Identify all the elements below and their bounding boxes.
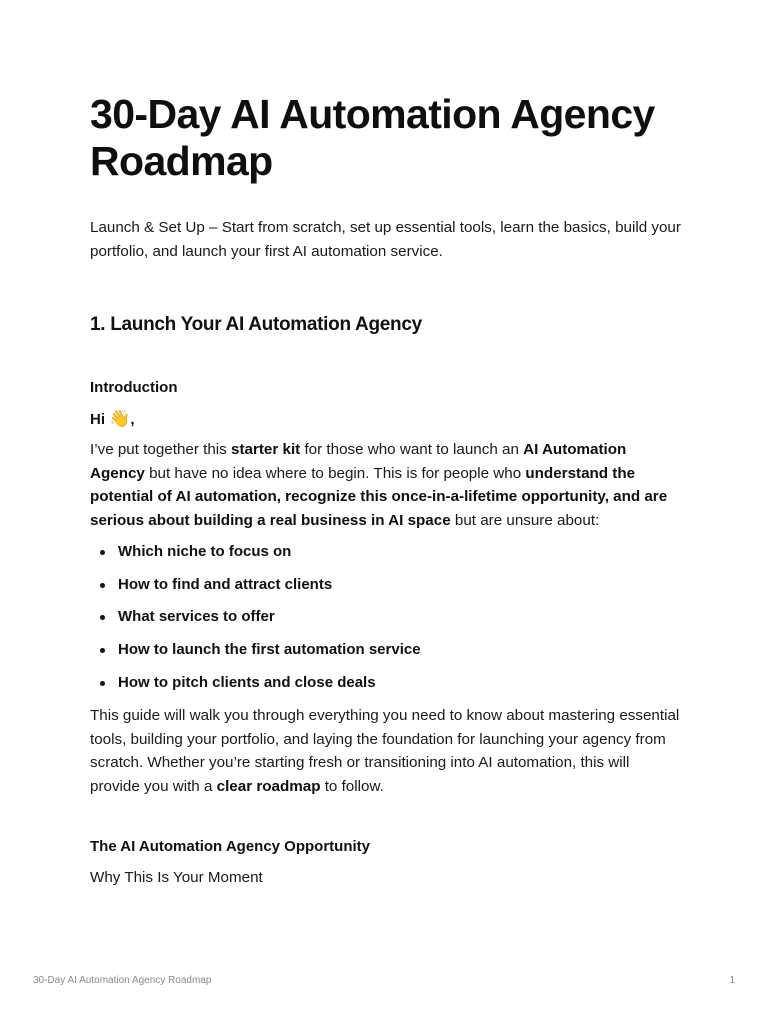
introduction-heading: Introduction bbox=[90, 379, 178, 396]
waving-hand-icon: 👋 bbox=[109, 409, 131, 428]
opportunity-subline: Why This Is Your Moment bbox=[90, 869, 263, 886]
list-item-text: How to find and attract clients bbox=[118, 575, 333, 593]
greeting-text: Hi bbox=[90, 411, 105, 428]
section-heading: 1. Launch Your AI Automation Agency bbox=[90, 314, 422, 335]
intro-text-3: but have no idea where to begin. This is for people who bbox=[144, 464, 526, 482]
document-subtitle: Launch & Set Up – Start from scratch, set up essential tools, learn the basics, build your portfolio, and launch your first AI automation service. bbox=[90, 219, 681, 260]
list-item bbox=[90, 573, 421, 606]
list-item bbox=[90, 540, 421, 573]
list-item-text: Which niche to focus on bbox=[118, 543, 292, 560]
intro-bold-3: understand the potential of AI automation, recognize this once-in-a-lifetime opportunity, and are serious about building a real business in AI space bbox=[90, 464, 668, 529]
guide-text-1: This guide will walk you through everything you need to know about mastering essential tools, building your portfolio, and laying the foundation for launching your agency from scratch. Whether you’re starting fresh or transitioning into AI automation, this will provide you with a bbox=[90, 707, 680, 795]
guide-bold-1: clear roadmap bbox=[216, 777, 321, 795]
list-item-text: How to pitch clients and close deals bbox=[118, 673, 376, 691]
list-item-text: How to launch the first automation service bbox=[118, 641, 421, 659]
opportunity-heading: The AI Automation Agency Opportunity bbox=[90, 838, 370, 855]
bullet-icon bbox=[100, 583, 105, 588]
footer-document-title: 30-Day AI Automation Agency Roadmap bbox=[33, 975, 212, 986]
intro-bold-2: AI Automation Agency bbox=[90, 441, 627, 482]
uncertainty-list bbox=[90, 540, 421, 703]
list-item bbox=[90, 638, 421, 671]
intro-paragraph bbox=[90, 438, 680, 532]
list-item bbox=[90, 605, 421, 638]
bullet-icon bbox=[100, 648, 105, 653]
list-item bbox=[90, 671, 421, 704]
intro-bold-1: starter kit bbox=[231, 441, 301, 458]
guide-paragraph bbox=[90, 704, 680, 798]
intro-text-4: but are unsure about: bbox=[450, 511, 600, 529]
intro-text-1: I’ve put together this bbox=[90, 441, 231, 458]
bullet-icon bbox=[100, 550, 105, 555]
document-title: 30-Day AI Automation Agency Roadmap bbox=[90, 91, 655, 184]
guide-text-2: to follow. bbox=[320, 777, 384, 795]
list-item-text: What services to offer bbox=[118, 608, 275, 626]
bullet-icon bbox=[100, 615, 105, 620]
greeting-punctuation: , bbox=[130, 411, 135, 428]
bullet-icon bbox=[100, 681, 105, 686]
intro-text-2: for those who want to launch an bbox=[300, 441, 524, 458]
greeting bbox=[90, 408, 135, 431]
footer-page-number: 1 bbox=[729, 975, 735, 986]
